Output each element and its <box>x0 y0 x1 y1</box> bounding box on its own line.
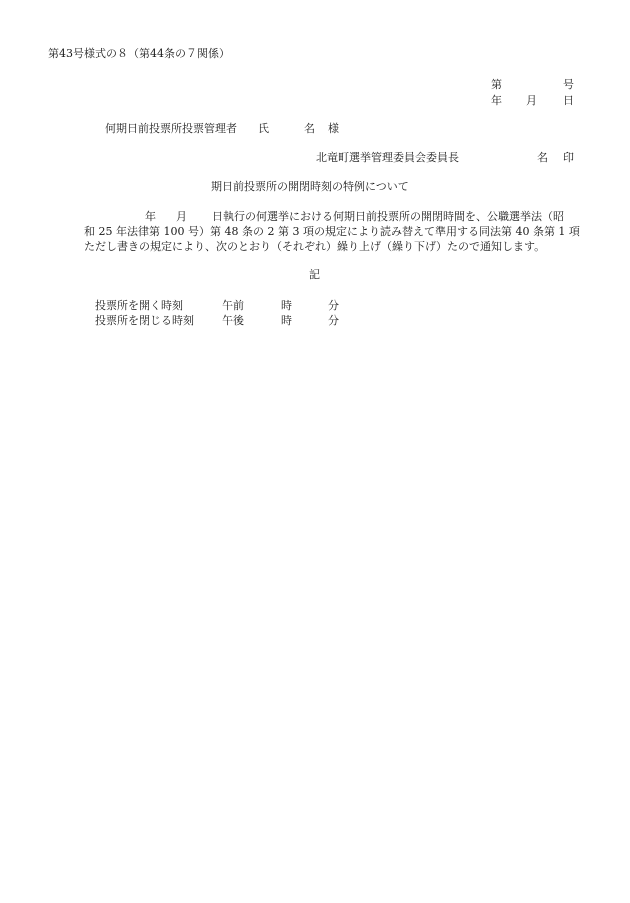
recipient-honorific: 様 <box>328 122 339 135</box>
sender-name-label: 名 <box>537 151 548 164</box>
body-text-line-1: 日執行の何選挙における何期日前投票所の開閉時間を、公職選挙法（昭 <box>212 210 564 223</box>
recipient-title: 何期日前投票所投票管理者 <box>105 122 237 135</box>
sender-seal-label: 印 <box>563 151 574 164</box>
body-month-label: 月 <box>176 210 187 223</box>
schedule-open-label: 投票所を開く時刻 <box>95 299 183 312</box>
record-heading: 記 <box>309 268 320 281</box>
body-text-line-3: ただし書きの規定により、次のとおり（それぞれ）繰り上げ（繰り下げ）たので通知します。 <box>84 240 546 253</box>
form-number: 第43号様式の８（第44条の７関係） <box>48 47 230 60</box>
schedule-close-label: 投票所を閉じる時刻 <box>95 314 194 327</box>
document-subject: 期日前投票所の開閉時刻の特例について <box>211 180 409 193</box>
sender-title: 北竜町選挙管理委員会委員長 <box>316 151 459 164</box>
date-year-label: 年 <box>491 94 502 107</box>
schedule-open-minute-label: 分 <box>328 299 339 312</box>
recipient-given-name-label: 名 <box>304 122 315 135</box>
schedule-close-minute-label: 分 <box>328 314 339 327</box>
schedule-close-ampm: 午後 <box>222 314 244 327</box>
date-month-label: 月 <box>526 94 537 107</box>
document-number-prefix: 第 <box>491 78 502 91</box>
recipient-surname-label: 氏 <box>258 122 269 135</box>
document-number-suffix: 号 <box>563 78 574 91</box>
body-text-line-2: 和 25 年法律第 100 号）第 48 条の 2 第 3 項の規定により読み替えて準用する同法第 40 条第 1 項 <box>84 225 580 238</box>
body-year-label: 年 <box>145 210 156 223</box>
schedule-open-hour-label: 時 <box>281 299 292 312</box>
schedule-close-hour-label: 時 <box>281 314 292 327</box>
schedule-open-ampm: 午前 <box>222 299 244 312</box>
date-day-label: 日 <box>563 94 574 107</box>
